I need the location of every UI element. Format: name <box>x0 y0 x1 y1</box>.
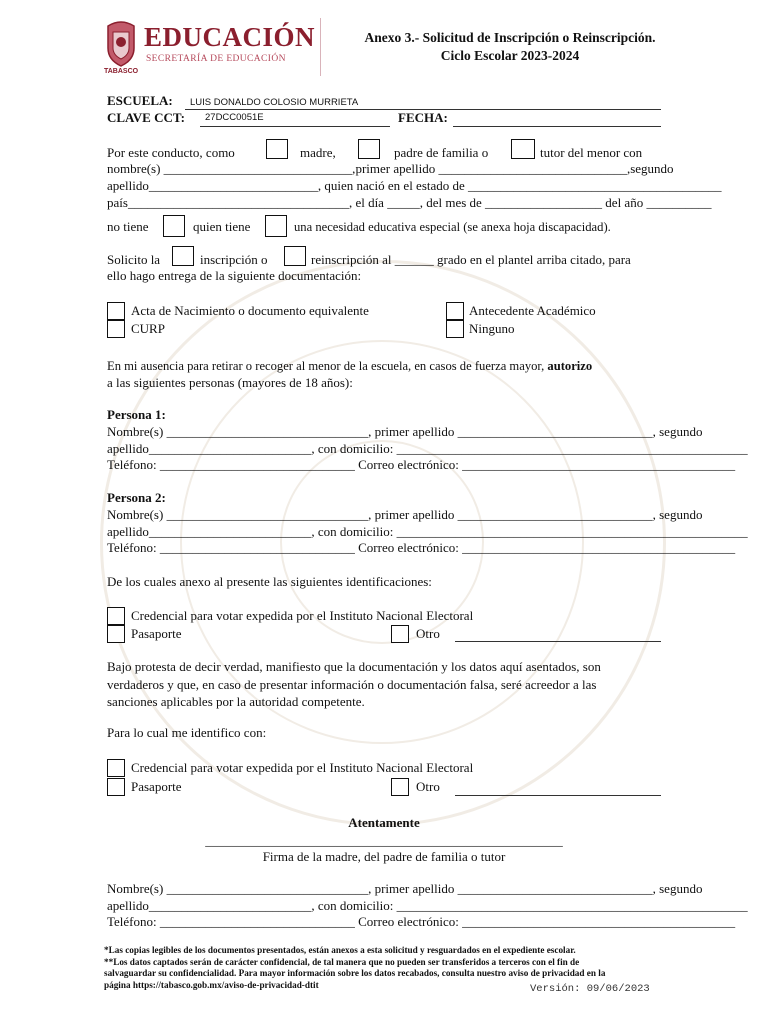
ids2-credencial-checkbox[interactable] <box>107 759 125 777</box>
persona2-title: Persona 2: <box>107 490 166 505</box>
ids2-otro-checkbox[interactable] <box>391 778 409 796</box>
absence-line2: a las siguientes personas (mayores de 18 años): <box>107 375 353 390</box>
logo-divider <box>320 18 321 76</box>
ids1-otro-line[interactable] <box>455 641 661 642</box>
no-tiene-checkbox[interactable] <box>163 215 185 237</box>
page-title: Anexo 3.- Solicitud de Inscripción o Reinscripción. <box>364 30 656 45</box>
atentamente: Atentamente <box>348 815 420 830</box>
ids2-pasaporte-label: Pasaporte <box>131 779 182 794</box>
segundo-label: segundo <box>630 161 674 176</box>
acta-checkbox[interactable] <box>107 302 125 320</box>
page-subtitle: Ciclo Escolar 2023-2024 <box>440 48 580 63</box>
ids2-otro-label: Otro <box>416 779 440 794</box>
logo <box>104 18 324 78</box>
reinscripcion-label: reinscripción al ______ grado en el plantel arriba citado, para <box>311 252 631 267</box>
antecedente-checkbox[interactable] <box>446 302 464 320</box>
madre-checkbox[interactable] <box>266 139 288 159</box>
persona1-line1[interactable]: Nombre(s) _______________________________ , primer apellido ______________________________ , segundo <box>107 424 703 439</box>
tutor-line3[interactable]: Teléfono: ______________________________ Correo electrónico: __________________________________________ <box>107 914 736 929</box>
protesta-line1: Bajo protesta de decir verdad, manifiesto que la documentación y los datos aquí asentados, son <box>107 659 601 674</box>
ids2-heading: Para lo cual me identifico con: <box>107 725 267 740</box>
madre-label: madre, <box>300 145 336 160</box>
fecha-line[interactable] <box>453 126 661 127</box>
antecedente-label: Antecedente Académico <box>469 303 596 318</box>
footnote-2a: **Los datos captados serán de carácter confidencial, de tal manera que no pueden ser transferidos a terceros con el fin de <box>104 957 580 967</box>
para1-line4[interactable]: país__________________________________, el día _____, del mes de __________________ del año __________ <box>107 195 712 210</box>
footnote-1: *Las copias legibles de los documentos presentados, están anexos a esta solicitud y resguardados en el expediente escolar. <box>104 945 576 955</box>
tutor-checkbox[interactable] <box>511 139 535 159</box>
inscripcion-label: inscripción o <box>200 252 268 267</box>
ids2-pasaporte-checkbox[interactable] <box>107 778 125 796</box>
para1-line1: Por este conducto, como <box>107 145 235 160</box>
ids1-pasaporte-checkbox[interactable] <box>107 625 125 643</box>
ids1-otro-label: Otro <box>416 626 440 641</box>
primer-apellido-field[interactable]: primer apellido _____________________________, <box>355 161 631 176</box>
quien-tiene-checkbox[interactable] <box>265 215 287 237</box>
ids1-heading: De los cuales anexo al presente las siguientes identificaciones: <box>107 574 432 589</box>
curp-checkbox[interactable] <box>107 320 125 338</box>
para2-line2: ello hago entrega de la siguiente documentación: <box>107 268 362 283</box>
padre-checkbox[interactable] <box>358 139 380 159</box>
curp-label: CURP <box>131 321 165 336</box>
tutor-line1[interactable]: Nombre(s) _______________________________ , primer apellido ______________________________ , segundo <box>107 881 703 896</box>
version-label: Versión: 09/06/2023 <box>530 983 650 995</box>
clave-label: CLAVE CCT: <box>107 110 185 125</box>
persona1-line3[interactable]: Teléfono: ______________________________ Correo electrónico: __________________________________________ <box>107 457 736 472</box>
quien-tiene-label: quien tiene <box>193 219 251 234</box>
signature-line[interactable]: _______________________________________________________ <box>205 833 563 848</box>
protesta-line3: sanciones aplicables por la autoridad competente. <box>107 694 365 709</box>
clave-line <box>200 126 390 127</box>
ids1-pasaporte-label: Pasaporte <box>131 626 182 641</box>
persona2-line2[interactable]: apellido_________________________, con domicilio: ______________________________________________________ <box>107 524 748 539</box>
ids1-otro-checkbox[interactable] <box>391 625 409 643</box>
signature-caption: Firma de la madre, del padre de familia o tutor <box>262 849 506 864</box>
persona1-line2[interactable]: apellido_________________________, con domicilio: ______________________________________________________ <box>107 441 748 456</box>
tutor-label: tutor del menor con <box>540 145 643 160</box>
no-tiene-label: no tiene <box>107 219 149 234</box>
ninguno-label: Ninguno <box>469 321 515 336</box>
persona1-title: Persona 1: <box>107 407 166 422</box>
logo-word: EDUCACIÓN <box>144 22 316 52</box>
acta-label: Acta de Nacimiento o documento equivalente <box>131 303 369 318</box>
footnote-2c[interactable]: página https://tabasco.gob.mx/aviso-de-privacidad-dtit <box>104 980 319 990</box>
persona2-line3[interactable]: Teléfono: ______________________________ Correo electrónico: __________________________________________ <box>107 540 736 555</box>
ids1-credencial-label: Credencial para votar expedida por el Instituto Nacional Electoral <box>131 608 474 623</box>
solicito-label: Solicito la <box>107 252 161 267</box>
escuela-value[interactable]: LUIS DONALDO COLOSIO MURRIETA <box>190 97 359 108</box>
padre-label: padre de familia o <box>394 145 489 160</box>
logo-state: TABASCO <box>104 68 139 75</box>
para1-line3[interactable]: apellido__________________________, quien nació en el estado de _______________________________________ <box>107 178 722 193</box>
escuela-label: ESCUELA: <box>107 93 173 108</box>
ninguno-checkbox[interactable] <box>446 320 464 338</box>
coat-of-arms-icon <box>104 18 138 68</box>
inscripcion-checkbox[interactable] <box>172 246 194 266</box>
para1-line2 <box>107 161 674 177</box>
protesta-line2: verdaderos y que, en caso de presentar información o documentación falsa, seré acreedor a las <box>107 677 597 692</box>
nombre-field[interactable]: nombre(s) _____________________________, <box>107 161 356 176</box>
absence-line1: En mi ausencia para retirar o recoger al menor de la escuela, en casos de fuerza mayor, autorizo <box>107 359 593 373</box>
tutor-line2[interactable]: apellido_________________________, con domicilio: ______________________________________________________ <box>107 898 748 913</box>
ids2-credencial-label: Credencial para votar expedida por el Instituto Nacional Electoral <box>131 760 474 775</box>
necesidad-label: una necesidad educativa especial (se anexa hoja discapacidad). <box>294 220 611 234</box>
persona2-line1[interactable]: Nombre(s) _______________________________ , primer apellido ______________________________ , segundo <box>107 507 703 522</box>
ids1-credencial-checkbox[interactable] <box>107 607 125 625</box>
fecha-label: FECHA: <box>398 110 448 125</box>
footnote-2b: salvaguardar su confidencialidad. Para mayor información sobre los datos recabados, consulta nuestro aviso de privacidad en la <box>104 968 606 978</box>
logo-sub: SECRETARÍA DE EDUCACIÓN <box>146 54 286 64</box>
clave-value[interactable]: 27DCC0051E <box>205 112 264 123</box>
ids2-otro-line[interactable] <box>455 795 661 796</box>
reinscripcion-checkbox[interactable] <box>284 246 306 266</box>
